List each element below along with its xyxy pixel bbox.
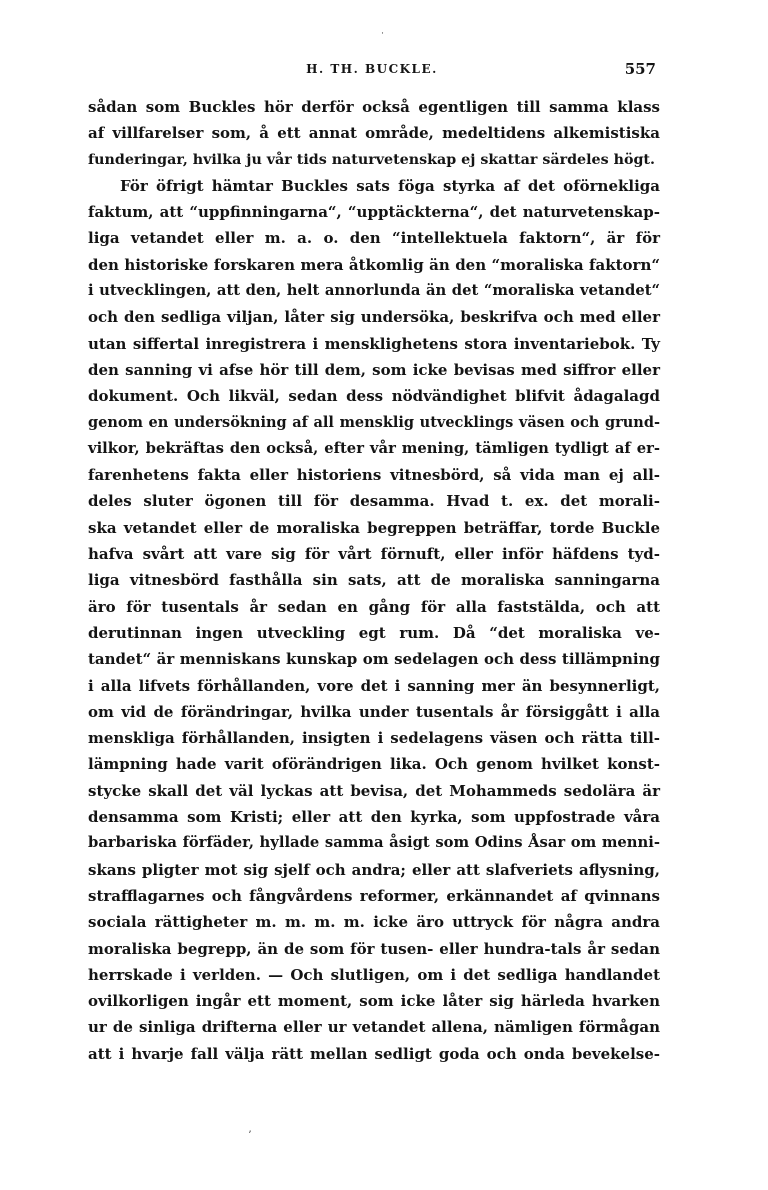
text-line: och den sedliga viljan, låter sig undersöka, beskrifva och med eller	[88, 308, 660, 327]
page-number: 557	[624, 60, 656, 78]
text-line: barbariska förfäder, hyllade samma åsigt som Odins Åsar om menni-	[88, 834, 660, 852]
text-line: den historiske forskaren mera åtkomlig än den “moraliska faktorn“	[88, 255, 660, 274]
text-line: dokument. Och likväl, sedan dess nödvändighet blifvit ådagalagd	[88, 387, 660, 406]
text-line: moraliska begrepp, än de som för tusen- eller hundra-tals år sedan	[88, 939, 660, 958]
text-line: af villfarelser som, å ett annat område, medeltidens alkemistiska	[88, 124, 660, 143]
text-line: tandet“ är menniskans kunskap om sedelagen och dess tillämpning	[88, 650, 660, 669]
text-line: lämpning hade varit oförändrigen lika. Och genom hvilket konst-	[88, 755, 660, 774]
text-line: sociala rättigheter m. m. m. m. icke äro uttryck för några andra	[88, 913, 660, 932]
text-line: att i hvarje fall välja rätt mellan sedligt goda och onda bevekelse-	[88, 1044, 660, 1063]
text-line: liga vetandet eller m. a. o. den “intellektuela faktorn“, är för	[88, 229, 660, 248]
text-line: farenhetens fakta eller historiens vitnesbörd, så vida man ej all-	[88, 466, 660, 485]
text-line: vilkor, bekräftas den också, efter vår mening, tämligen tydligt af er-	[88, 439, 660, 457]
text-line: densamma som Kristi; eller att den kyrka, som uppfostrade våra	[88, 808, 660, 827]
print-speck-top: ˙	[380, 32, 385, 43]
text-line: genom en undersökning af all mensklig utvecklings väsen och grund-	[88, 413, 660, 431]
running-head: H. TH. BUCKLE.	[306, 62, 438, 76]
text-line: sådan som Buckles hör derför också egentligen till samma klass	[88, 98, 660, 116]
text-line: liga vitnesbörd fasthålla sin sats, att de moraliska sanningarna	[88, 571, 660, 590]
text-line: skans pligter mot sig sjelf och andra; eller att slafveriets aflysning,	[88, 860, 660, 879]
text-line: i alla lifvets förhållanden, vore det i sanning mer än besynnerligt,	[88, 676, 660, 695]
text-line: derutinnan ingen utveckling egt rum. Då “det moraliska ve-	[88, 623, 660, 642]
text-line: menskliga förhållanden, insigten i sedelagens väsen och rätta till-	[88, 729, 660, 748]
body-text	[88, 94, 660, 1067]
paragraph-start-line: För öfrigt hämtar Buckles sats föga styrka af det oförnekliga	[120, 176, 660, 195]
text-line: äro för tusentals år sedan en gång för alla faststälda, och att	[88, 597, 660, 616]
text-line: ur de sinliga drifterna eller ur vetandet allena, nämligen förmågan	[88, 1018, 660, 1037]
text-line: ovilkorligen ingår ett moment, som icke låter sig härleda hvarken	[88, 992, 660, 1011]
text-line: i utvecklingen, att den, helt annorlunda än det “moraliska vetandet“	[88, 282, 660, 300]
print-speck-bottom: ʼ	[248, 1130, 252, 1141]
text-line: utan siffertal inregistrera i mensklighetens stora inventariebok. Ty	[88, 334, 660, 353]
text-line: deles sluter ögonen till för desamma. Hvad t. ex. det morali-	[88, 492, 660, 511]
text-line: ska vetandet eller de moraliska begreppen beträffar, torde Buckle	[88, 518, 660, 537]
text-line: om vid de förändringar, hvilka under tusentals år försiggått i alla	[88, 702, 660, 721]
text-line: den sanning vi afse hör till dem, som icke bevisas med siffror eller	[88, 360, 660, 379]
text-line: stycke skall det väl lyckas att bevisa, det Mohammeds sedolära är	[88, 781, 660, 800]
text-line: funderingar, hvilka ju vår tids naturvetenskap ej skattar särdeles högt.	[88, 151, 655, 168]
text-line: faktum, att “uppfinningarna“, “upptäckterna“, det naturvetenskap-	[88, 203, 660, 222]
text-line: strafflagarnes och fångvårdens reformer, erkännandet af qvinnans	[88, 886, 660, 905]
text-line: hafva svårt att vare sig för vårt förnuft, eller inför häfdens tyd-	[88, 545, 660, 564]
page-header	[88, 62, 656, 86]
text-line: herrskade i verlden. — Och slutligen, om i det sedliga handlandet	[88, 965, 660, 984]
